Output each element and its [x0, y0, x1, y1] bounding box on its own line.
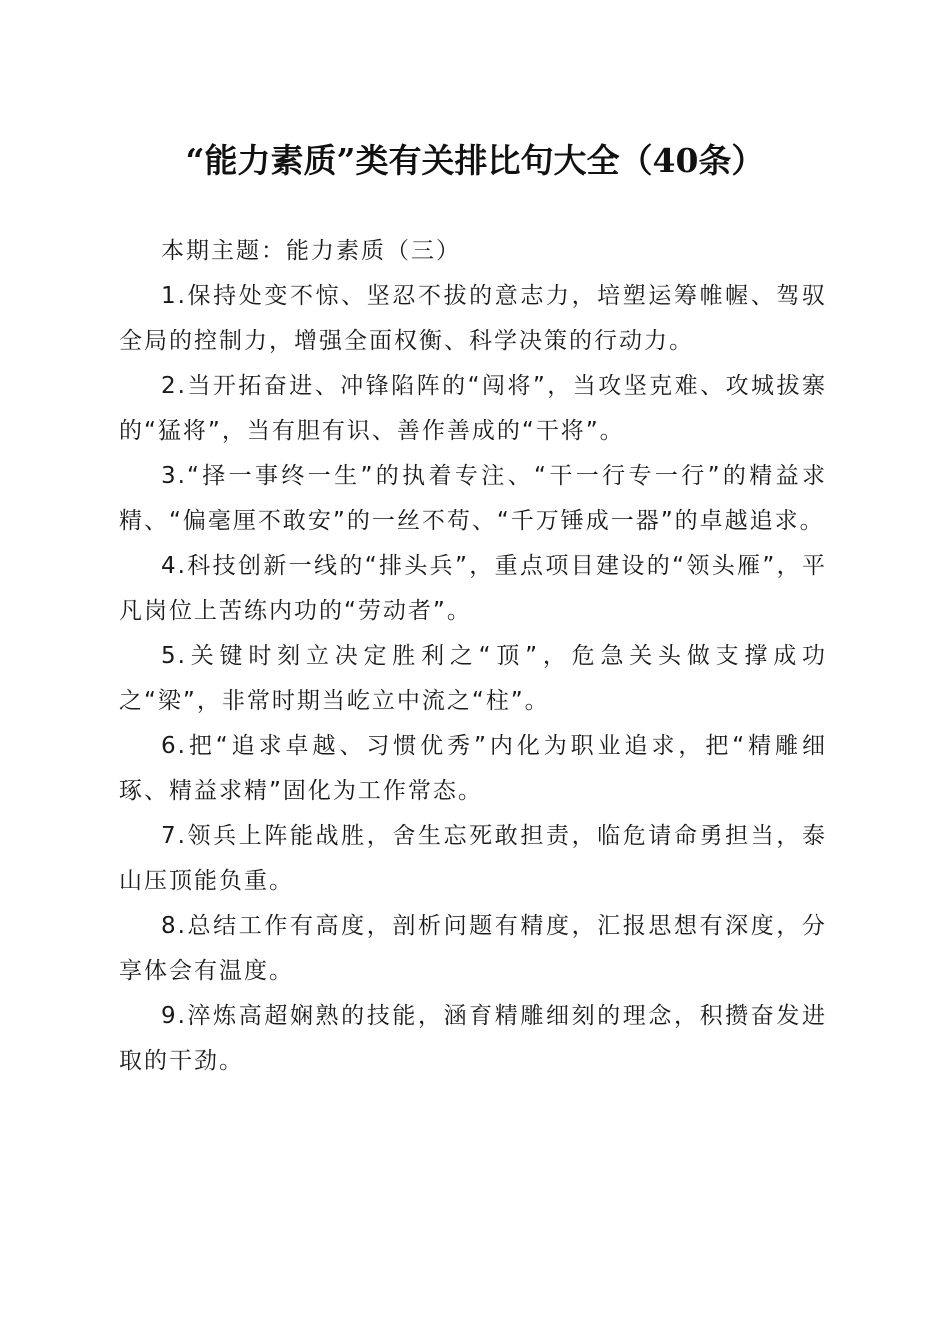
list-item: 3.“择一事终一生”的执着专注、“干一行专一行”的精益求精、“偏毫厘不敢安”的一丝不苟、“千万锤成一器”的卓越追求。	[119, 463, 827, 534]
list-item: 4.科技创新一线的“排头兵”，重点项目建设的“领头雁”，平凡岗位上苦练内功的“劳动者”。	[119, 553, 827, 624]
document-title: “能力素质”类有关排比句大全（40条）	[185, 141, 765, 180]
list-item: 5.关键时刻立决定胜利之“顶”，危急关头做支撑成功之“梁”，非常时期当屹立中流之“柱”。	[119, 643, 827, 714]
list-item: 9.淬炼高超娴熟的技能，涵育精雕细刻的理念，积攒奋发进取的干劲。	[119, 1003, 827, 1074]
theme-line: 本期主题：能力素质（三）	[161, 238, 461, 264]
list-item: 6.把“追求卓越、习惯优秀”内化为职业追求，把“精雕细琢、精益求精”固化为工作常态。	[119, 733, 827, 804]
document-body	[119, 229, 827, 1084]
list-item: 8.总结工作有高度，剖析问题有精度，汇报思想有深度，分享体会有温度。	[119, 913, 827, 984]
list-item: 2.当开拓奋进、冲锋陷阵的“闯将”，当攻坚克难、攻城拔寨的“猛将”，当有胆有识、善作善成的“干将”。	[119, 373, 827, 444]
list-item: 1.保持处变不惊、坚忍不拔的意志力，培塑运筹帷幄、驾驭全局的控制力，增强全面权衡、科学决策的行动力。	[119, 283, 827, 354]
list-item: 7.领兵上阵能战胜，舍生忘死敢担责，临危请命勇担当，泰山压顶能负重。	[119, 823, 827, 894]
